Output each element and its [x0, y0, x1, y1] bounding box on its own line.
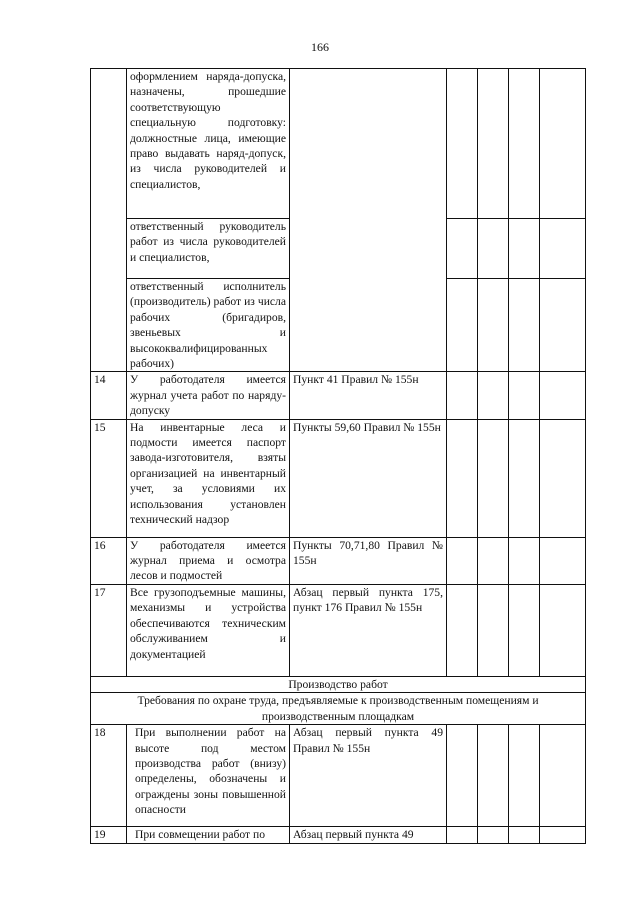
answer-cell	[447, 279, 478, 372]
answer-cell	[447, 372, 478, 419]
row-number: 14	[91, 372, 127, 419]
reference-cell: Пункт 41 Правил № 155н	[290, 372, 447, 419]
answer-cell	[478, 827, 509, 843]
row-number: 17	[91, 584, 127, 676]
answer-cell	[447, 219, 478, 279]
table-row	[91, 372, 586, 419]
answer-cell	[447, 537, 478, 584]
answer-cell	[447, 725, 478, 827]
requirement-cell: На инвентарные леса и подмости имеется паспорт завода-изготовителя, взяты организацией на инвентарный учет, за условиями их использования установлен технический надзор	[127, 419, 290, 537]
answer-cell	[447, 69, 478, 219]
answer-cell	[509, 69, 540, 219]
note-cell	[540, 279, 586, 372]
note-cell	[540, 827, 586, 843]
section-heading: Производство работ	[91, 676, 586, 692]
answer-cell	[509, 419, 540, 537]
answer-cell	[447, 584, 478, 676]
answer-cell	[509, 584, 540, 676]
requirement-cell: У работодателя имеется журнал учета работ по наряду-допуску	[127, 372, 290, 419]
answer-cell	[478, 419, 509, 537]
table-row	[91, 537, 586, 584]
answer-cell	[509, 827, 540, 843]
table-row	[91, 419, 586, 537]
requirement-cell: Все грузоподъемные машины, механизмы и устройства обеспечиваются техническим обслуживанием и документацией	[127, 584, 290, 676]
answer-cell	[447, 419, 478, 537]
requirement-cell: У работодателя имеется журнал приема и осмотра лесов и подмостей	[127, 537, 290, 584]
checklist-table	[90, 68, 586, 844]
subsection-heading-row	[91, 693, 586, 725]
answer-cell	[478, 725, 509, 827]
reference-cell: Абзац первый пункта 175, пункт 176 Правил № 155н	[290, 584, 447, 676]
row-number: 16	[91, 537, 127, 584]
answer-cell	[447, 827, 478, 843]
answer-cell	[478, 372, 509, 419]
row-number: 19	[91, 827, 127, 843]
reference-cell: Абзац первый пункта 49	[290, 827, 447, 843]
note-cell	[540, 419, 586, 537]
reference-cell: Абзац первый пункта 49 Правил № 155н	[290, 725, 447, 827]
reference-cell: Пункты 59,60 Правил № 155н	[290, 419, 447, 537]
requirement-cell: При выполнении работ на высоте под местом производства работ (внизу) определены, обозначены и ограждены зоны повышенной опасности	[127, 725, 290, 827]
section-heading-row	[91, 676, 586, 692]
requirement-cell: ответственный исполнитель (производитель) работ из числа рабочих (бригадиров, звеньевых и высококвалифицированных рабочих)	[127, 279, 290, 372]
note-cell	[540, 69, 586, 219]
requirement-cell: При совмещении работ по	[127, 827, 290, 843]
subsection-heading: Требования по охране труда, предъявляемые к производственным помещениям и производственным площадкам	[91, 693, 586, 725]
table-row	[91, 584, 586, 676]
note-cell	[540, 725, 586, 827]
answer-cell	[478, 279, 509, 372]
note-cell	[540, 584, 586, 676]
answer-cell	[478, 69, 509, 219]
table-row	[91, 725, 586, 827]
row-number	[91, 69, 127, 372]
note-cell	[540, 537, 586, 584]
answer-cell	[509, 372, 540, 419]
page-number: 166	[311, 40, 329, 54]
row-number: 18	[91, 725, 127, 827]
answer-cell	[509, 279, 540, 372]
answer-cell	[509, 725, 540, 827]
reference-cell	[290, 69, 447, 372]
answer-cell	[509, 219, 540, 279]
row-number: 15	[91, 419, 127, 537]
note-cell	[540, 219, 586, 279]
reference-cell: Пункты 70,71,80 Правил № 155н	[290, 537, 447, 584]
table-row	[91, 827, 586, 843]
requirement-cell: ответственный руководитель работ из числа руководителей и специалистов,	[127, 219, 290, 279]
answer-cell	[509, 537, 540, 584]
answer-cell	[478, 537, 509, 584]
table-row	[91, 69, 586, 219]
answer-cell	[478, 584, 509, 676]
requirement-cell: оформлением наряда-допуска, назначены, прошедшие соответствующую специальную подготовку: должностные лица, имеющие право выдавать наряд-допуск, из числа руководителей и специалистов,	[127, 69, 290, 219]
answer-cell	[478, 219, 509, 279]
note-cell	[540, 372, 586, 419]
